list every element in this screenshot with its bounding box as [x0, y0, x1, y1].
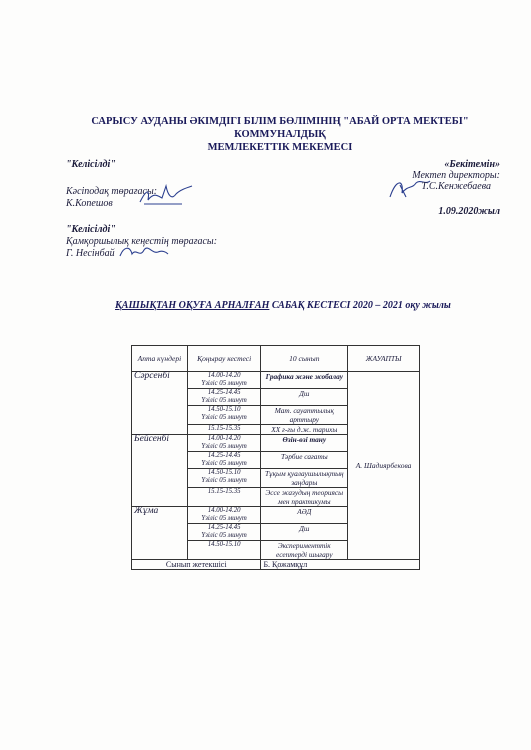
board-name: Г. Несінбай — [66, 248, 115, 259]
day-name: Бейсенбі — [132, 435, 188, 507]
schedule-title — [115, 300, 515, 311]
org-line-1: САРЫСУ АУДАНЫ ӘКІМДІГІ БІЛІМ БӨЛІМІНІҢ "АБАЙ ОРТА МЕКТЕБІ" КОММУНАЛДЫҚ — [91, 116, 469, 140]
day-name: Сәрсенбі — [132, 372, 188, 435]
table-footer-row — [132, 560, 420, 570]
time-cell: 14.00-14.20 Үзіліс 05 минут — [187, 372, 261, 389]
board-role: Қамқоршылық кеңестің төрағасы: — [66, 236, 218, 247]
time-cell: 14.50-15.10 — [187, 541, 261, 560]
subject-cell: Эссе жазудың теориясы мен практикумы — [261, 488, 348, 507]
agreed-title-1: "Келісілді" — [66, 159, 116, 170]
signature-board — [118, 240, 170, 264]
trade-union-role: Кәсіподақ төрағасы: — [66, 186, 158, 197]
subject-cell: ХХ ғ-ғы д.ж. тарихы — [261, 425, 348, 435]
header-weekdays: Апта күндері — [132, 346, 188, 372]
time-cell: 14.00-14.20 Үзіліс 05 минут — [187, 507, 261, 524]
subject-cell: Дш — [261, 389, 348, 406]
header-grade: 10 сынып — [261, 346, 348, 372]
signature-trade-union — [136, 182, 198, 210]
schedule-table — [131, 345, 420, 570]
header-responsible: ЖАУАПТЫ — [348, 346, 420, 372]
schedule-title-rest: САБАҚ КЕСТЕСІ 2020 – 2021 оқу жылы — [269, 300, 451, 311]
subject-cell: Графика және жобалау — [261, 372, 348, 389]
subject-cell: Дш — [261, 524, 348, 541]
agreed-title-2: "Келісілді" — [66, 224, 116, 235]
subject-cell: Тұқым қуалаушылықтың заңдары — [261, 469, 348, 488]
time-cell: 14.25-14.45 Үзіліс 05 минут — [187, 524, 261, 541]
director-role: Мектеп директоры: — [412, 170, 500, 181]
organization-header — [60, 115, 500, 154]
table-header-row — [132, 346, 420, 372]
header-bell-schedule: Қоңырау кестесі — [187, 346, 261, 372]
table-row — [132, 372, 420, 389]
subject-cell: Эксперименттік есептерді шығару — [261, 541, 348, 560]
footer-value: Б. Қожамқұл — [261, 560, 420, 570]
time-cell: 14.50-15.10 Үзіліс 05 минут — [187, 406, 261, 425]
time-cell: 14.25-14.45 Үзіліс 05 минут — [187, 389, 261, 406]
subject-cell: Өзін-өзі тану — [261, 435, 348, 452]
time-cell: 15.15-15.35 — [187, 488, 261, 507]
day-name: Жұма — [132, 507, 188, 560]
trade-union-name: К.Копешов — [66, 198, 113, 209]
subject-cell: Мат. сауаттылық арттыру — [261, 406, 348, 425]
org-line-2: МЕМЛЕКЕТТІК МЕКЕМЕСІ — [207, 142, 353, 153]
time-cell: 14.00-14.20 Үзіліс 05 минут — [187, 435, 261, 452]
time-cell: 14.50-15.10 Үзіліс 05 минут — [187, 469, 261, 488]
approval-date: 1.09.2020жыл — [438, 206, 500, 217]
director-name: Т.С.Кенжебаева — [421, 181, 491, 192]
subject-cell: Тәрбие сағаты — [261, 452, 348, 469]
approve-title: «Бекітемін» — [444, 159, 500, 170]
responsible-teacher: А. Шадиярбекова — [348, 372, 420, 560]
footer-label: Сынып жетекшісі — [132, 560, 261, 570]
subject-cell: АӘД — [261, 507, 348, 524]
time-cell: 14.25-14.45 Үзіліс 05 минут — [187, 452, 261, 469]
time-cell: 15.15-15.35 — [187, 425, 261, 435]
schedule-title-underlined: ҚАШЫҚТАН ОҚУҒА АРНАЛҒАН — [115, 300, 270, 311]
